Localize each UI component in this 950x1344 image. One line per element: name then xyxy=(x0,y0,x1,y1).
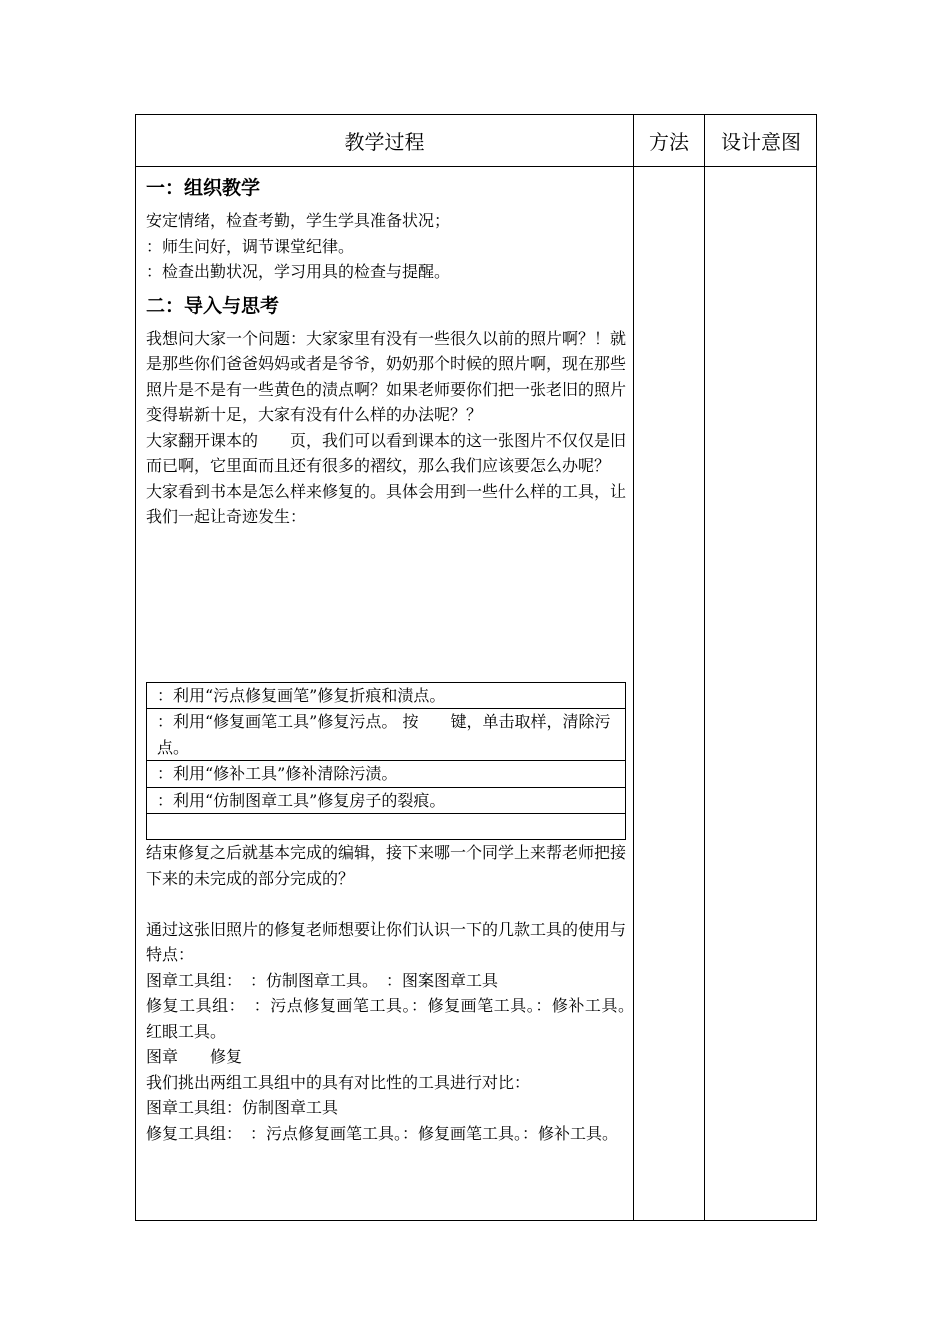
step-row: ：利用“污点修复画笔”修复折痕和渍点。 xyxy=(147,683,625,710)
text-line: 修复工具组： ：污点修复画笔工具。：修复画笔工具。：修补工具。 红眼工具。 xyxy=(146,996,643,1041)
header-process: 教学过程 xyxy=(344,130,425,154)
paragraph: 大家翻开课本的 页，我们可以看到课本的这一张图片不仅仅是旧而已啊，它里面而且还有很多的褶纹，那么我们应该要怎么办呢？ xyxy=(146,430,627,475)
text-line: 我们挑出两组工具组中的具有对比性的工具进行对比： xyxy=(146,1072,531,1092)
text-line: 图章工具组： ：仿制图章工具。 ：图案图章工具 xyxy=(146,970,499,990)
step-row: ：利用“仿制图章工具”修复房子的裂痕。 xyxy=(147,788,625,815)
step-row: ：利用“修补工具”修补清除污渍。 xyxy=(147,761,625,788)
paragraph: 通过这张旧照片的修复老师想要让你们认识一下的几款工具的使用与特点： xyxy=(146,919,627,964)
process-content xyxy=(146,167,643,1146)
paragraph: 结束修复之后就基本完成的编辑，接下来哪一个同学上来帮老师把接下来的未完成的部分完成的？ xyxy=(146,843,627,888)
steps-table xyxy=(146,682,626,841)
text-line: 图章工具组：仿制图章工具 xyxy=(146,1098,339,1117)
step-row: ：利用“修复画笔工具”修复污点。 按 键，单击取样，清除污点。 xyxy=(147,709,625,761)
paragraph: 大家看到书本是怎么样来修复的。具体会用到一些什么样的工具，让我们一起让奇迹发生： xyxy=(146,481,627,526)
header-method: 方法 xyxy=(649,130,689,154)
text-line: ：师生问好，调节课堂纪律。 xyxy=(146,236,355,256)
text-line: 修复工具组： ：污点修复画笔工具。：修复画笔工具。：修补工具。 xyxy=(146,1123,619,1143)
text-line: ：检查出勤状况，学习用具的检查与提醒。 xyxy=(146,262,451,281)
text-line: 安定情绪，检查考勤，学生学具准备状况； xyxy=(146,211,451,230)
blank-line xyxy=(146,891,626,917)
blank-space xyxy=(146,530,626,678)
column-divider xyxy=(633,115,634,1220)
step-row-empty xyxy=(147,814,625,840)
text-line: 图章 修复 xyxy=(146,1047,243,1066)
header-intent: 设计意图 xyxy=(721,130,801,154)
section-title: 二：导入与思考 xyxy=(146,294,280,317)
section-title: 一：组织教学 xyxy=(146,177,261,199)
column-divider xyxy=(704,115,705,1220)
lesson-table xyxy=(135,114,817,1221)
paragraph: 我想问大家一个问题：大家家里有没有一些很久以前的照片啊？！就是那些你们爸爸妈妈或者是爷爷，奶奶那个时候的照片啊，现在那些照片是不是有一些黄色的渍点啊？如果老师要你们把一张老旧的照片变得崭新十足，大家有没有什么样的办法呢？？ xyxy=(146,328,627,424)
